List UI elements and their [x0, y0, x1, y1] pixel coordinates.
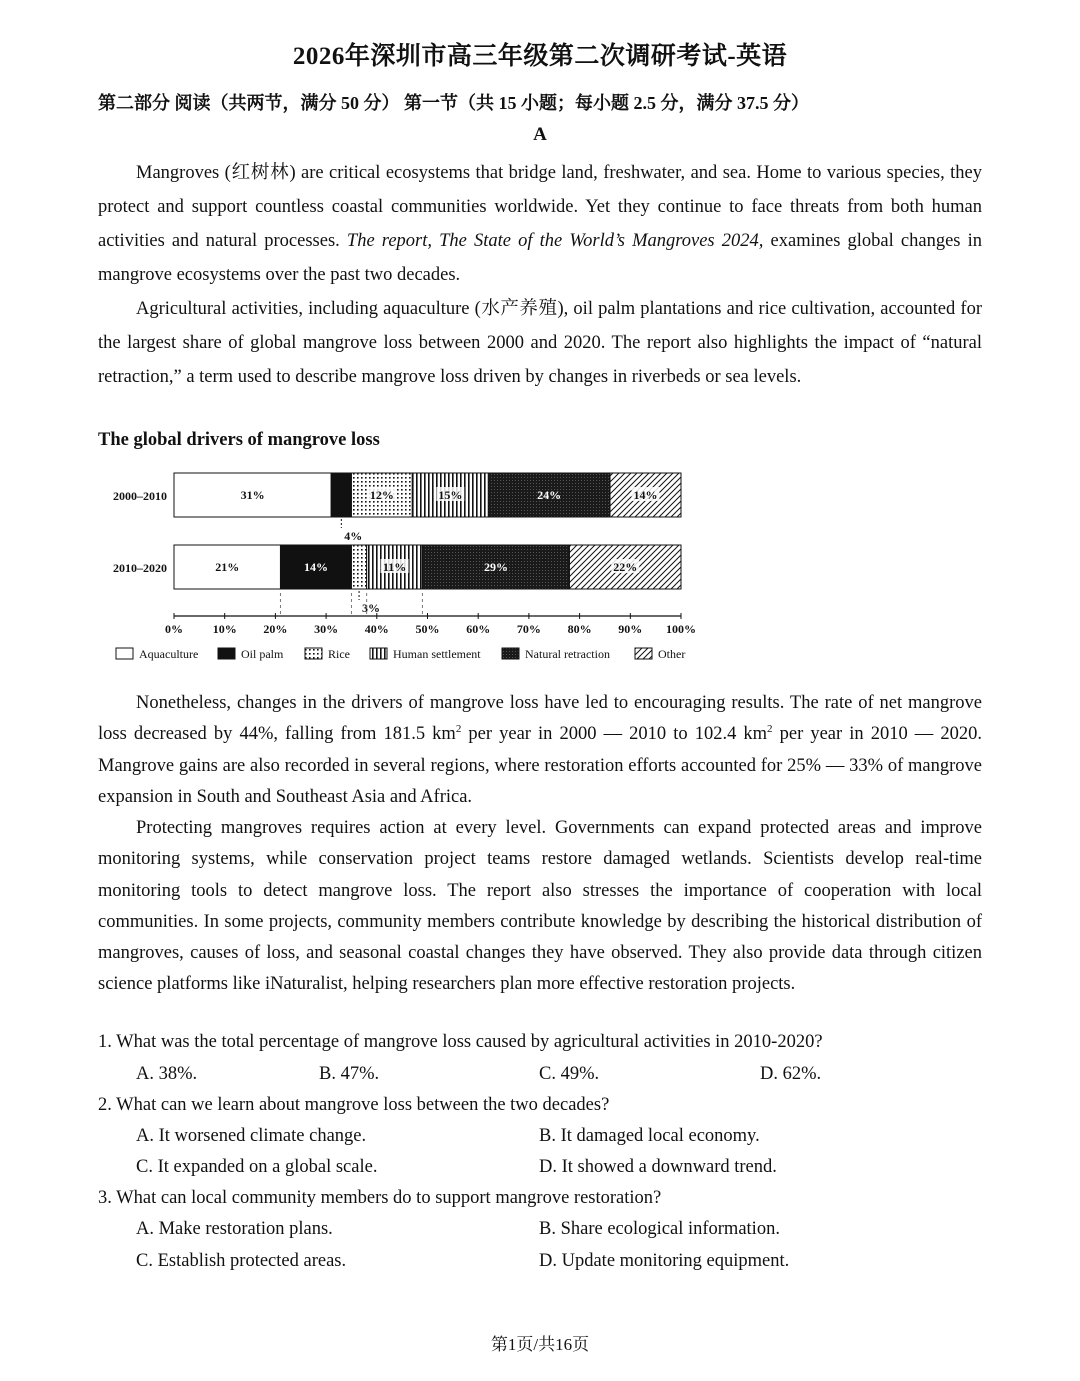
- x-tick-label-8: 80%: [567, 622, 592, 636]
- data-label-other-1: 14%: [633, 488, 658, 502]
- question-1-option-d[interactable]: D. 62%.: [760, 1064, 822, 1084]
- question-2-option-a[interactable]: A. It worsened climate change.: [136, 1126, 367, 1146]
- question-3-option-d[interactable]: D. Update monitoring equipment.: [539, 1251, 790, 1271]
- mangrove-loss-chart: [100, 464, 700, 674]
- paragraph-4: Protecting mangroves requires action at every level. Governments can expand protected areas and improve monitoring systems, while conservation project teams restore damaged wetlands. Scientists develop real-time monitoring tools to detect mangrove loss. The report also stresses the importance of cooperation with local communities. In some projects, community members contribute knowledge by describing the historical distribution of mangroves, causes of loss, and seasonal coastal changes they have observed. They also provide data through citizen science platforms like iNaturalist, helping researchers plan more effective restoration projects.: [98, 818, 982, 995]
- passage-letter: A: [533, 124, 547, 145]
- data-label-rice-2: 3%: [362, 601, 381, 615]
- chart-title: The global drivers of mangrove loss: [98, 430, 380, 450]
- legend-swatch-other: [635, 648, 652, 659]
- question-2-option-d[interactable]: D. It showed a downward trend.: [539, 1157, 777, 1177]
- data-label-oil-palm-1: 4%: [344, 529, 363, 543]
- question-3-option-b[interactable]: B. Share ecological information.: [539, 1219, 780, 1239]
- bar-segment-oil-palm-1: [331, 473, 351, 517]
- legend-swatch-oil-palm: [218, 648, 235, 659]
- x-tick-label-10: 100%: [666, 622, 696, 636]
- question-3-option-a[interactable]: A. Make restoration plans.: [136, 1219, 333, 1239]
- legend-swatch-aquaculture: [116, 648, 133, 659]
- question-2-option-c[interactable]: C. It expanded on a global scale.: [136, 1157, 378, 1177]
- x-tick-label-1: 10%: [212, 622, 237, 636]
- legend-swatch-natural-retraction: [502, 648, 519, 659]
- question-1-option-a[interactable]: A. 38%.: [136, 1064, 198, 1084]
- page-footer: 第1页/共16页: [490, 1335, 590, 1354]
- x-tick-label-9: 90%: [618, 622, 643, 636]
- question-3-stem: 3. What can local community members do to support mangrove restoration?: [98, 1188, 662, 1208]
- p3-superscript-1: 2: [455, 723, 462, 736]
- question-2-stem: 2. What can we learn about mangrove loss between the two decades?: [98, 1095, 610, 1115]
- question-1-option-c[interactable]: C. 49%.: [539, 1064, 600, 1084]
- x-tick-label-2: 20%: [263, 622, 288, 636]
- data-label-rice-1: 12%: [369, 488, 394, 502]
- x-tick-label-0: 0%: [165, 622, 183, 636]
- legend-label-oil-palm: Oil palm: [241, 647, 284, 661]
- question-1-option-b[interactable]: B. 47%.: [319, 1064, 380, 1084]
- data-label-human-settlement-2: 11%: [382, 560, 407, 574]
- paragraph-3: [98, 688, 982, 813]
- x-tick-label-7: 70%: [516, 622, 541, 636]
- data-label-natural-retraction-2: 29%: [483, 560, 508, 574]
- legend-label-natural-retraction: Natural retraction: [525, 647, 610, 661]
- p3-text-a: Nonetheless, changes in the drivers of mangrove loss have led to encouraging results. The rate of net mangrove loss decreased by 44%, falling from 181.5 km: [98, 693, 982, 745]
- x-tick-label-4: 40%: [364, 622, 389, 636]
- legend-label-rice: Rice: [328, 647, 350, 661]
- page-title: 2026年深圳市高三年级第二次调研考试-英语: [292, 43, 788, 70]
- data-label-natural-retraction-1: 24%: [537, 488, 562, 502]
- data-label-aquaculture-2: 21%: [215, 560, 240, 574]
- data-label-aquaculture-1: 31%: [240, 488, 265, 502]
- data-label-other-2: 22%: [613, 560, 638, 574]
- legend-swatch-human-settlement: [370, 648, 387, 659]
- data-label-oil-palm-2: 14%: [303, 560, 328, 574]
- p1-text-b: examines global changes in mangrove ecosystems over the past two decades.: [98, 231, 983, 285]
- p1-report-title: The report, The State of the World’s Mangroves 2024,: [346, 231, 764, 251]
- legend-label-human-settlement: Human settlement: [393, 647, 481, 661]
- bar-segment-rice-2: [351, 545, 366, 589]
- data-label-human-settlement-1: 15%: [438, 488, 463, 502]
- question-1-stem: 1. What was the total percentage of mangrove loss caused by agricultural activities in 2010-2020?: [98, 1032, 823, 1052]
- legend-swatch-rice: [305, 648, 322, 659]
- legend-label-aquaculture: Aquaculture: [139, 647, 199, 661]
- x-tick-label-5: 50%: [415, 622, 440, 636]
- question-3-option-c[interactable]: C. Establish protected areas.: [136, 1251, 347, 1271]
- section-heading: 第二部分 阅读（共两节，满分 50 分） 第一节（共 15 小题；每小题 2.5 分，满分 37.5 分）: [98, 93, 809, 113]
- p1-text-a: Mangroves (红树林) are critical ecosystems that bridge land, freshwater, and sea. Home to various species, they protect and support countless coastal communities worldwide. Yet they continue to face threats from both human activities and natural processes.: [98, 163, 982, 251]
- category-label-2: 2010–2020: [113, 561, 167, 575]
- p3-superscript-2: 2: [767, 723, 773, 736]
- p3-text-c: per year in 2010 — 2020. Mangrove gains are also recorded in several regions, where restoration efforts accounted for 25% — 33% of mangrove expansion in South and Southeast Asia and Africa.: [98, 724, 982, 807]
- paragraph-2: Agricultural activities, including aquaculture (水产养殖), oil palm plantations and rice cultivation, accounted for the largest share of global mangrove loss between 2000 and 2020. The report also highlights the impact of “natural retraction,” a term used to describe mangrove loss driven by changes in riverbeds or sea levels.: [98, 299, 982, 387]
- question-2-option-b[interactable]: B. It damaged local economy.: [539, 1126, 760, 1146]
- x-tick-label-3: 30%: [314, 622, 339, 636]
- paragraph-1: [98, 156, 982, 292]
- x-tick-label-6: 60%: [466, 622, 491, 636]
- category-label-1: 2000–2010: [113, 489, 167, 503]
- legend-label-other: Other: [658, 647, 686, 661]
- p3-text-b: per year in 2000 — 2010 to 102.4 km: [461, 724, 768, 745]
